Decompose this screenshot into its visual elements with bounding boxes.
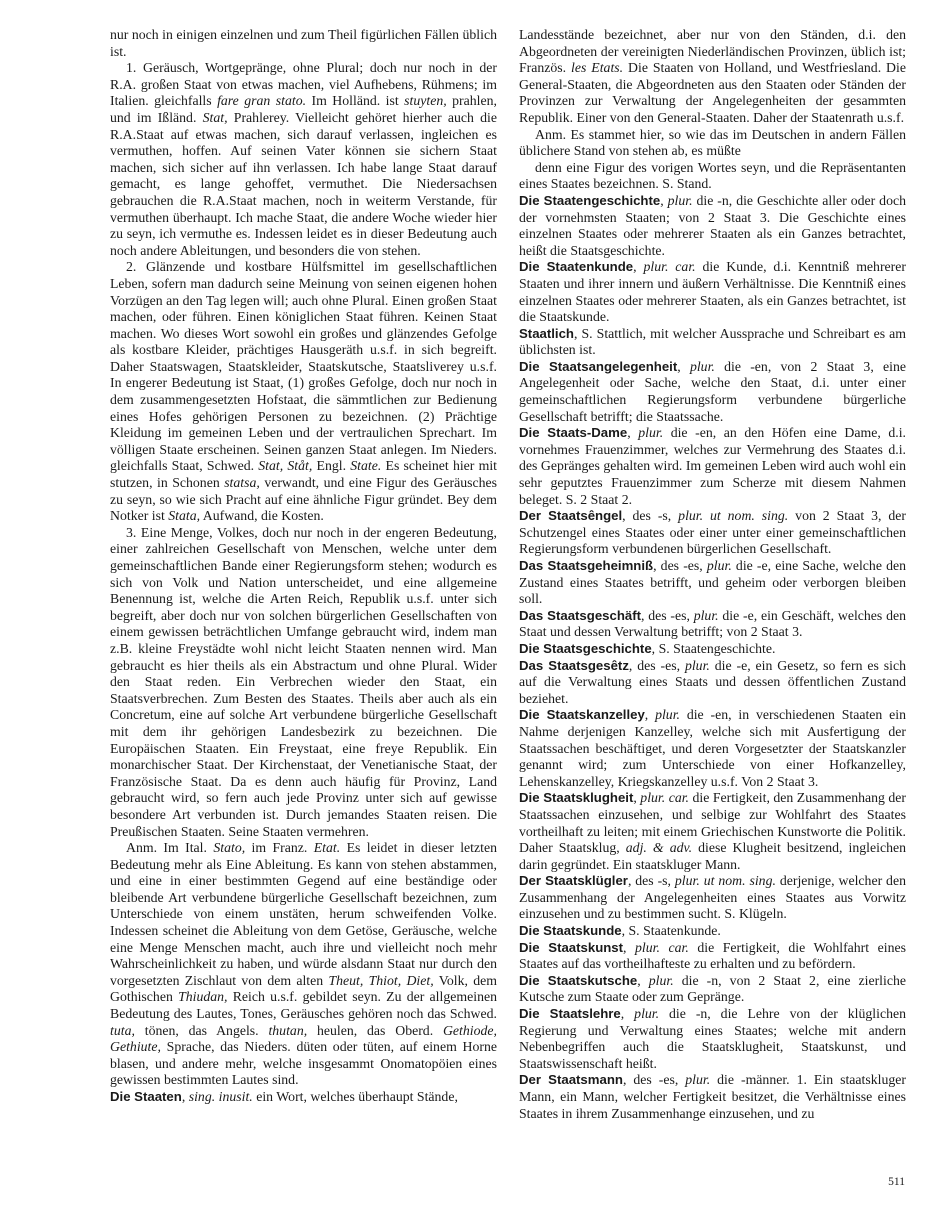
dictionary-entry (519, 193, 906, 259)
entry-headword: Das Staatsgeschäft (519, 607, 641, 623)
entry-headword: Die Staatskutsche (519, 972, 638, 988)
dictionary-entry (519, 923, 906, 940)
entry-text: die -e, eine Sache, welche den Zustand eines Staates betrifft, und geheim oder verborgen bleiben soll. (519, 558, 906, 607)
entry-text: , (644, 707, 656, 723)
entry-text: die -n, von 2 Staat 2, eine zierliche Kutsche zum Staate oder zum Gepränge. (519, 972, 906, 1005)
entry-text: derjenige, welcher den Zusammenhang der Angelegenheiten eines Staates aus Vorwitz einzusehen und zu bestimmen sucht. S. Klügeln. (519, 873, 906, 922)
entry-headword: Der Staatsmann (519, 1072, 623, 1088)
entry-text: , des -es, (622, 1072, 686, 1088)
dictionary-entry (519, 359, 906, 425)
dictionary-entry (519, 873, 906, 923)
entry-headword: Die Staatslehre (519, 1006, 621, 1022)
entry-text: die -en, in verschiedenen Staaten ein Nahme derjenigen Kanzelley, welche sich mit Ausfertigung der Staatssachen beschäftiget, und deren Vorgesetzter der Staatskanzler genannt wird; zum Unterschiede von einer Hofkanzelley, Lehenskanzelley, Kriegskanzelley u.s.f. Von 2 Staat 3. (519, 707, 906, 789)
dictionary-entry (519, 608, 906, 641)
entry-text: , (633, 790, 641, 806)
grammar-note: plur. ut nom. sing. (678, 508, 789, 524)
paragraph-annotation: Anm. Im Ital. Stato, im Franz. Etat. Es leidet in dieser letzten Bedeutung mehr als Eine Ableitung. Es kann von stehen abstammen, und eine in einer bestimmten Gegend auf eine beständige oder bleibende Art verbundene bürgerliche Gesellschaft bezeichnen, zum Unterschiede von einem unstäten, herum schweifenden Volke. Indessen scheinet die Ableitung von dem Getöse, Geräusche, welche eine Menge Menschen macht, auch ihre und vielleicht noch mehr Wahrscheinlichkeit zu haben, und würde alsdann Staat nur durch den vorgesetzten Zischlaut von dem alten Theut, Thiot, Diet, Volk, dem Gothischen Thiudan, Reich u.s.f. gebildet seyn. Zu der allgemeinen Bedeutung des Lautes, Tones, Geräusches gehören noch das Schwed. tuta, tönen, das Angels. thutan, heulen, das Oberd. Gethiode, Gethiute, Sprache, das Nieders. düten oder tüten, auf einem Horne blasen, und andere mehr, welche insgesammt Onomatopöien eines gewissen bestimmten Lautes sind. (110, 840, 497, 1088)
dictionary-entry (519, 558, 906, 608)
dictionary-entry (519, 326, 906, 359)
entry-text: , (660, 192, 668, 208)
grammar-note: adj. & adv. (625, 840, 693, 856)
grammar-note: plur. (667, 192, 693, 208)
paragraph-sense-3: 3. Eine Menge, Volkes, doch nur noch in der engeren Bedeutung, einer zahlreichen Gesellschaft von Menschen, welche unter dem gemeinschaftlichen Bande einer Regierungsform stehen; wodurch es sich von Volk und Nation unterscheidet, und eine allgemeine Benennung ist, welche die Arten Reich, Republik u.s.f. unter sich begreift, aber doch nur von solchen bürgerlichen Gesellschaften von einem gewissen beträchtlichen Umfange gebraucht wird, indem man z.B. kleine Freystädte wohl nicht leicht Staaten nennen wird. Man gebraucht es hier theils als ein Abstractum und ohne Plural. Wider den Staat reden. Ein Verbrechen wieder den Staat, ein Staatsverbrechen. Zum Besten des Staates. Theils aber auch als ein Concretum, eine auf solche Art verbundene bürgerliche Gesellschaft mit dem ihr gehörigen Landesbezirk zu bezeichnen. Die Europäischen Staaten. Ein Freystaat, eine freye Republik. Ein monarchischer Staat. Der Kirchenstaat, der Venetianische Staat, der Französische Staat. Da es denn auch häufig für Provinz, Land gebraucht wird, so fern auch jede Provinz unter sich auf gewisse besondere Art verbunden ist. Durch jemandes Staaten reisen. Die Preußischen Staaten. Seine Staaten vermehren. (110, 524, 497, 839)
entry-text: die -männer. 1. Ein staatskluger Mann, ein Mann, welcher Fertigkeit besitzet, die Verhältnisse eines Staates in ihrem Zusammenhange einzusehen, und zu (519, 1072, 906, 1121)
entry-text: , des -s, (627, 873, 675, 889)
grammar-note: plur. (648, 972, 674, 988)
entry-text: die -n, die Geschichte aller oder doch der vornehmsten Staaten; von 2 Staat 3. Die Geschichte eines einzelnen Staates oder mehrerer Staaten als ein Ganzes betrachtet, heißt die Staatsgeschichte. (519, 192, 906, 258)
grammar-note: plur. car. (643, 259, 696, 275)
entry-headword: Die Staatengeschichte (519, 192, 661, 208)
entry-text: , des -es, (641, 607, 694, 623)
entry-text: , (623, 939, 636, 955)
entry-headword: Staatlich (519, 325, 574, 341)
grammar-note: plur. car. (635, 939, 689, 955)
entry-text: die -n, die Lehre von der klüglichen Regierung und Verwaltung eines Staates; welche mit andern Nebenbegriffen auch die Staatsklugheit, Staatskunst, und Staatswissenschaft heißt. (519, 1006, 906, 1071)
dictionary-entry (519, 425, 906, 508)
entry-text: die Fertigkeit, die Wohlfahrt eines Staates auf das vortheilhafteste zu erhalten und zu befördern. (519, 939, 906, 972)
paragraph-continued: Landesstände bezeichnet, aber nur von den Ständen, d.i. den Abgeordneten der vereinigten Niederländischen Provinzen, üblich ist; Französ. les Etats. Die Staaten von Holland, und Westfriesland. Die General-Staaten, die Abgeordneten aus den Staaten oder Ständen der Provinzen zur Verwaltung der Angelegenheiten der gesammten Republik. Einer von den General-Staaten. Daher der Staatenrath u.s.f. (519, 27, 906, 125)
entry-headword: Die Staatskunst (519, 939, 624, 955)
dictionary-entry (519, 1006, 906, 1072)
grammar-note: plur. (634, 1006, 660, 1022)
entry-text: diese Klugheit besitzend, ingleichen darin gegründet. Ein staatskluger Mann. (519, 840, 906, 872)
entry-headword: Der Staatsklügler (519, 873, 628, 889)
entry-list (519, 193, 906, 1122)
entry-text: die -en, von 2 Staat 3, eine Angelegenheit oder Sache, welche den Staat, d.i. unter einer gemeinschaftlichen Regierungsform verbundene bürgerliche Gesellschaft betrifft; die Staatssache. (519, 358, 906, 424)
entry-headword: Die Staatenkunde (519, 259, 634, 275)
entry-headword: Das Staatsgeheimniß (519, 558, 654, 573)
entry-headword: Der Staatsêngel (519, 508, 623, 524)
dictionary-entry (519, 658, 906, 708)
paragraph: nur noch in einigen einzelnen und zum Theil figürlichen Fällen üblich ist. (110, 27, 497, 59)
right-column (519, 27, 906, 1122)
entry-text: , des -es, (628, 657, 685, 673)
dictionary-entry (519, 790, 906, 873)
grammar-note: plur. (685, 1072, 711, 1088)
dictionary-entry (519, 508, 906, 558)
entry-text: , (620, 1006, 635, 1022)
entry-text: von 2 Staat 3, der Schutzengel eines Staates oder einer unter einer gemeinschaftlichen Regierungsform verbundenen bürgerlichen Gesellschaft. (519, 508, 906, 557)
entry-headword: Das Staatsgesêtz (519, 657, 629, 673)
grammar-note: plur. (689, 358, 715, 374)
entry-headword: Die Staatsgeschichte (519, 640, 652, 656)
dictionary-entry (519, 259, 906, 325)
grammar-note: plur. car. (640, 790, 690, 806)
entry-text: , (677, 358, 690, 374)
dictionary-entry (519, 707, 906, 790)
grammar-note: plur. (655, 707, 680, 723)
entry-headword: Die Staatsklugheit (519, 790, 634, 806)
entry-headword: Die Staats-Dame (519, 425, 628, 441)
grammar-note: plur. (706, 558, 732, 573)
dictionary-entry (519, 940, 906, 973)
entry-headword: Die Staatskanzelley (519, 707, 645, 723)
entry-text: die Kunde, d.i. Kenntniß mehrerer Staaten und ihrer innern und äußern Verhältnisse. Die Kenntniß eines einzelnen Staates oder mehrerer Staaten, als ein Ganzes betrachtet, ist die Staatskunde. (519, 259, 906, 325)
dictionary-entry (519, 973, 906, 1006)
grammar-note: plur. ut nom. sing. (674, 873, 776, 889)
entry-headword: Die Staatsangelegenheit (519, 358, 678, 374)
page-number: 511 (888, 1176, 905, 1188)
dictionary-entry (519, 1072, 906, 1122)
entry-text: , (627, 425, 639, 441)
grammar-note: plur. (684, 657, 710, 673)
entry-text: die Fertigkeit, den Zusammenhang der Staatssachen einzusehen, und selbige zur Wohlfahrt des Staates vortheilhaft zu leiten; mit einem Griechischen Kunstworte die Politik. Daher Staatsklug, (519, 790, 907, 856)
paragraph-annotation: Anm. Es stammet hier, so wie das im Deutschen in andern Fällen üblichere Stand von stehen ab, es müßte (519, 126, 906, 159)
entry-text: , S. Stattlich, mit welcher Aussprache und Schreibart es am üblichsten ist. (519, 325, 906, 358)
entry-text: die -en, an den Höfen eine Dame, d.i. vornehmes Frauenzimmer, welches zur Vermehrung des Staates d.i. des Gepränges gehalten wird. Im gemeinen Leben wird auch wohl ein sehr geputztes Frauenzimmer zum Scherze mit diesem Nahmen beleget. S. 2 Staat 2. (519, 425, 906, 507)
entry-text: , (637, 972, 649, 988)
entry-text: die -e, ein Geschäft, welches den Staat und dessen Verwaltung betrifft; von 2 Staat 3. (519, 607, 906, 640)
grammar-note: plur. (638, 425, 664, 441)
entry-text: die -e, ein Gesetz, so fern es sich auf die Verwaltung eines Staats und dessen öffentlichen Zustand beziehet. (519, 657, 906, 706)
entry-text: , S. Staatengeschichte. (651, 640, 776, 656)
paragraph-sense-2: 2. Glänzende und kostbare Hülfsmittel im gesellschaftlichen Leben, sofern man dadurch seine Meinung von seinen eigenen hohen Vorzügen an den Tag legen will; auch ohne Plural. Einen großen Staat machen, oder führen. Einen königlichen Staat führen. Keinen Staat machen. Wo dieses Wort sowohl ein großes und glänzendes Gefolge als kostbare Kleider, prächtiges Hausgeräth u.s.f. in sich begreift. Daher Staatswagen, Staatskleider, Staatskutsche, Staatsliverey u.s.f. In engerer Bedeutung ist Staat, (1) großes Gefolge, doch nur noch in dem zusammengesetzten Hofstaat, die sämmtlichen zur Bedienung eines Hofes gehörigen Personen zu bezeichnen. (2) Prächtige Kleidung im gemeinen Leben und der vertraulichen Sprechart. Im völligen Staate erscheinen. Seinen ganzen Staat anlegen. Im Nieders. gleichfalls Staat, Schwed. Stat, Ståt, Engl. State. Es scheinet hier mit stutzen, in Schonen statsa, verwandt, und eine Figur des Geräusches zu seyn, so wie sich Pracht auf eine ähnliche Figur gründet. Bey dem Notker ist Stata, Aufwand, die Kosten. (110, 259, 498, 524)
entry-headword: Die Staatskunde (519, 923, 622, 939)
paragraph-annotation-cont: denn eine Figur des vorigen Wortes seyn, und die Repräsentanten eines Staates bezeichnen. S. Stand. (519, 159, 906, 192)
paragraph-sense-1: 1. Geräusch, Wortgepränge, ohne Plural; doch nur noch in der R.A. großen Staat von etwas machen, viel Aufhebens, Rühmens; im Italien. gleichfalls fare gran stato. Im Holländ. ist stuyten, prahlen, und im Ißländ. Stat, Prahlerey. Vielleicht gehöret hierher auch die R.A.Staat auf etwas machen, sich darauf verlassen, ingleichen es vermuthen, hoffen. Auf seinen Vater können sie sichern Staat machen, sich sicher auf ihn verlassen. Ich habe lange Staat darauf gemacht, es lange gehoffet, vermuthet. Die Niedersachsen gebrauchen die R.A.Staat machen, noch in weiterm Verstande, für vermuthen überhaupt. Ich mache Staat, die andere Woche wieder hier zu seyn, ich vermuthe es. Indessen leidet es in dieser Bedeutung auch noch andere Ableitungen, und besonders die von stehen. (110, 60, 497, 258)
dictionary-entry (519, 641, 906, 658)
entry-die-staaten: Die Staaten, sing. inusit. ein Wort, welches überhaupt Stände, (110, 1089, 458, 1104)
entry-text: , (633, 259, 644, 275)
left-column (110, 27, 497, 1106)
grammar-note: plur. (693, 607, 719, 623)
entry-text: , S. Staatenkunde. (621, 923, 721, 939)
entry-text: , des -s, (622, 508, 679, 524)
entry-text: , des -es, (653, 558, 707, 573)
